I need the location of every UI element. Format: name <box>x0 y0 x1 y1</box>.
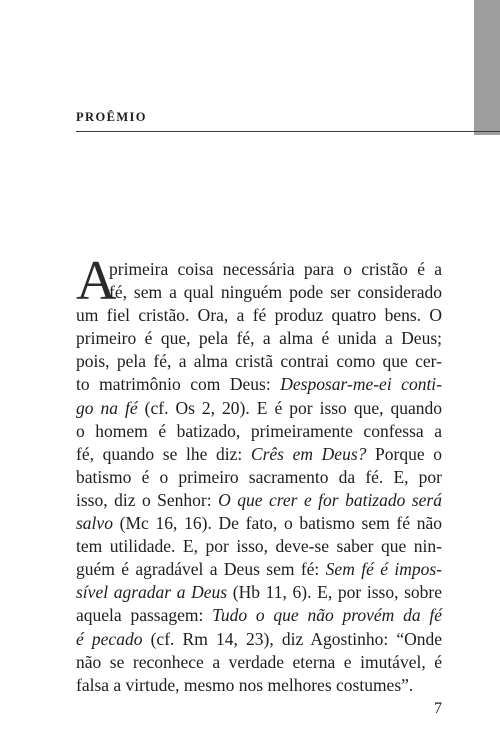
text-segment: Porque o <box>366 443 443 464</box>
page-number: 7 <box>434 700 442 717</box>
text-line <box>76 258 442 281</box>
text-segment: tem utilidade. E, por isso, deve-se saber que nin- <box>76 536 442 557</box>
text-segment: um fiel cristão. Ora, a fé produz quatro bens. O <box>76 305 442 326</box>
italic-quote: O que crer e for batizado será <box>218 489 442 510</box>
text-segment: o homem é batizado, primeiramente confessa a <box>76 420 442 441</box>
text-segment: aquela passagem: <box>76 605 213 626</box>
text-segment: fé, sem a qual ninguém pode ser considerado <box>109 282 442 303</box>
italic-quote: go na fé <box>76 397 138 418</box>
text-line <box>76 373 442 396</box>
italic-quote: Sem fé é impos- <box>325 559 442 580</box>
text-segment: isso, diz o Senhor: <box>76 489 219 510</box>
text-segment: batismo é o primeiro sacramento da fé. E, por <box>76 466 442 487</box>
text-line <box>76 281 442 304</box>
text-segment: (cf. Rm 14, 23), diz Agostinho: “Onde <box>142 628 442 649</box>
text-line <box>76 304 442 327</box>
text-line <box>76 628 442 651</box>
text-line <box>76 651 442 674</box>
text-line <box>76 443 442 466</box>
text-segment: não se reconhece a verdade eterna e imutável, é <box>76 651 442 672</box>
text-line <box>76 397 442 420</box>
text-line <box>76 512 442 535</box>
header-rule <box>76 131 500 132</box>
text-segment: primeira coisa necessária para o cristão é a <box>109 259 442 279</box>
italic-quote: salvo <box>76 513 113 534</box>
text-segment: (Hb 11, 6). E, por isso, sobre <box>227 582 442 603</box>
running-head: PROÊMIO <box>76 110 147 124</box>
text-line <box>76 466 442 489</box>
text-line <box>76 420 442 443</box>
text-segment: guém é agradável a Deus sem fé: <box>76 559 326 580</box>
italic-quote: sível agradar a Deus <box>76 582 228 603</box>
drop-cap: A <box>76 250 117 312</box>
text-segment: (Mc 16, 16). De fato, o batismo sem fé não <box>112 513 442 534</box>
text-segment: falsa a virtude, mesmo nos melhores costumes”. <box>76 674 414 695</box>
text-segment: pois, pela fé, a alma cristã contrai como que cer- <box>76 351 442 372</box>
italic-quote: Desposar-me-ei conti- <box>280 374 442 395</box>
italic-quote: Tudo o que não provém da fé <box>212 605 442 626</box>
text-segment: (cf. Os 2, 20). E é por isso que, quando <box>137 397 442 418</box>
body-paragraph <box>76 250 443 697</box>
text-segment: fé, quando se lhe diz: <box>76 443 251 464</box>
text-line <box>76 350 442 373</box>
text-segment: primeiro é que, pela fé, a alma é unida a Deus; <box>76 328 442 349</box>
text-line <box>76 558 442 581</box>
text-line <box>76 489 442 512</box>
text-line <box>76 327 442 350</box>
thumb-index-tab <box>474 0 500 135</box>
text-line <box>76 535 442 558</box>
text-line <box>76 604 442 627</box>
text-segment: to matrimônio com Deus: <box>76 374 281 395</box>
text-line <box>76 581 442 604</box>
italic-quote: é pecado <box>76 628 143 649</box>
italic-quote: Crês em Deus? <box>250 443 367 464</box>
text-line <box>76 674 442 697</box>
